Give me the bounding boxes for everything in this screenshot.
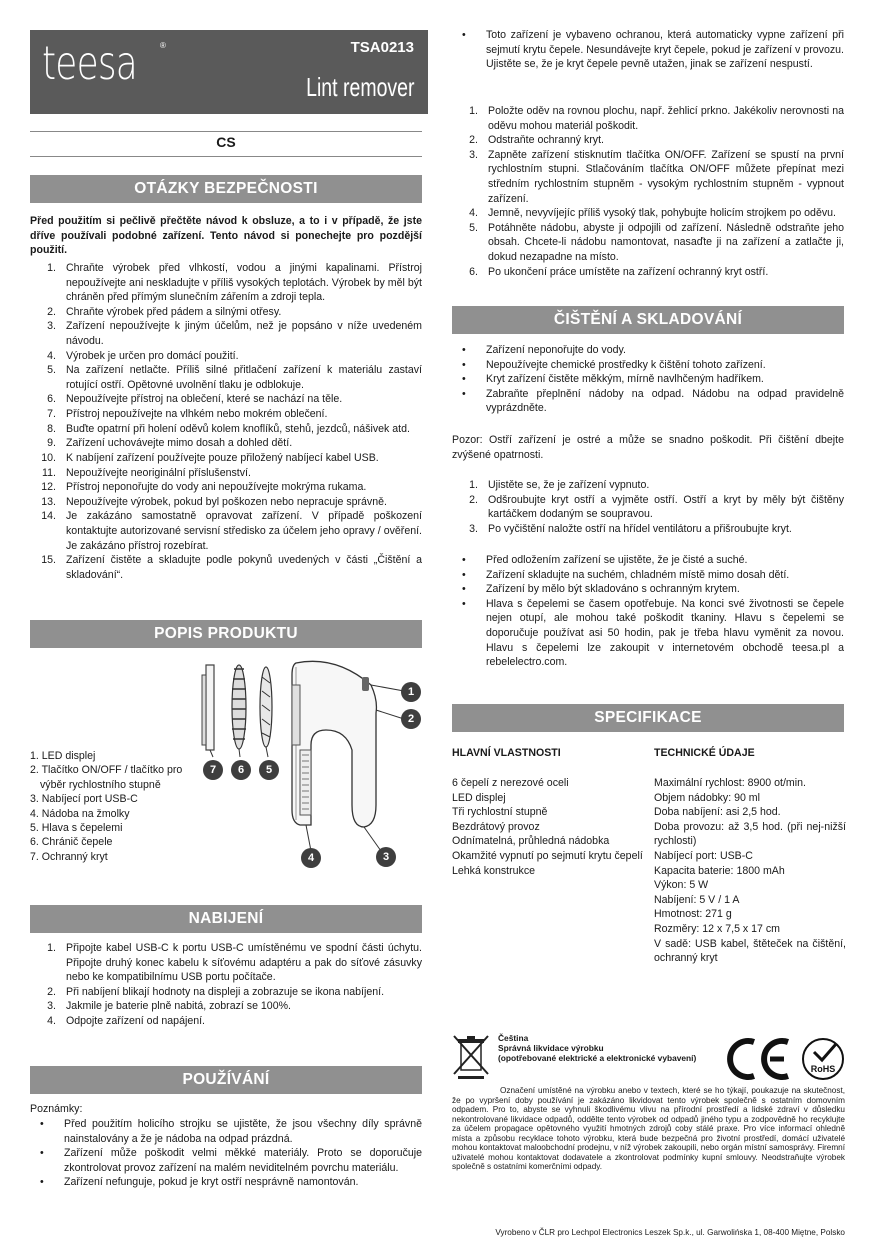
list-item	[452, 265, 844, 280]
item-number: 2.	[469, 134, 478, 147]
bullet-icon: •	[40, 1176, 44, 1189]
item-number: 8.	[47, 422, 56, 435]
list-item: Maximální rychlost: 8900 ot/min.	[654, 777, 806, 789]
callout-badge-5: 5	[259, 760, 279, 780]
list-item	[452, 133, 844, 148]
blade-guard	[232, 665, 246, 749]
bullet-icon: •	[462, 358, 466, 371]
bullet-text: Zařízení skladujte na suchém, chladném místě mimo dosah dětí.	[486, 568, 790, 581]
item-text: K nabíjení zařízení používejte pouze přiložený nabíjecí kabel USB.	[66, 451, 379, 464]
product-illustration	[196, 655, 426, 870]
list-item	[30, 466, 422, 481]
section-heading-cleaning: ČIŠTĚNÍ A SKLADOVÁNÍ	[452, 306, 844, 334]
item-number: 2.	[47, 305, 56, 318]
bullet-item	[452, 597, 844, 670]
item-text: Nepoužívejte neoriginální příslušenství.	[66, 466, 251, 479]
bullet-text: Toto zařízení je vybaveno ochranou, která automaticky vypne zařízení při sejmutí krytu čepele. Nesundávejte kryt čepele, pokud je zařízení v provozu. Ujistěte se, že je kryt čepele pevně utažen, jinak se zařízení nespustí.	[486, 29, 844, 71]
bullet-item	[452, 358, 844, 373]
item-number: 3.	[47, 1000, 56, 1013]
bullet-text: Před odložením zařízení se ujistěte, že je čisté a suché.	[486, 554, 748, 566]
list-item	[30, 509, 422, 553]
list-item: Nabíjecí port: USB-C	[654, 850, 753, 863]
usage-notes	[30, 1117, 422, 1190]
list-item: Rozměry: 12 x 7,5 x 17 cm	[654, 923, 780, 936]
notes-label: Poznámky:	[30, 1103, 83, 1115]
bullet-text: Před použitím holicího strojku se ujistěte, že jsou všechny díly správně nainstalovány a že je nádoba na odpad prázdná.	[64, 1118, 422, 1145]
disposal-language: Čeština	[498, 1033, 529, 1043]
item-text: Ujistěte se, že je zařízení vypnuto.	[488, 479, 650, 491]
item-text: Při nabíjení blikají hodnoty na displeji a zobrazuje se ikona nabíjení.	[66, 985, 385, 998]
model-number: TSA0213	[350, 39, 414, 56]
list-item: 2. Tlačítko ON/OFF / tlačítko pro výběr rychlostního stupně	[30, 764, 183, 791]
usage-steps	[452, 104, 844, 279]
item-number: 6.	[469, 265, 478, 278]
list-item: 1. LED displej	[30, 750, 96, 762]
item-number: 1.	[469, 105, 478, 117]
bullet-item	[452, 568, 844, 583]
bullet-item	[452, 582, 844, 597]
item-text: Položte oděv na rovnou plochu, např. žehlicí prkno. Jakékoliv nerovnosti na oděvu mohou materiál poškodit.	[488, 105, 844, 132]
list-item	[30, 553, 422, 582]
bullet-icon: •	[462, 583, 466, 596]
language-code: CS	[216, 134, 236, 150]
item-number: 3.	[47, 320, 56, 333]
section-heading-specs: SPECIFIKACE	[452, 704, 844, 732]
section-heading-charging: NABIJENÍ	[30, 905, 422, 933]
header-banner	[30, 30, 428, 114]
list-item	[452, 221, 844, 265]
bullet-text: Zabraňte přeplnění nádoby na odpad. Nádobu na odpad pravidelně vyprázdněte.	[486, 387, 844, 415]
brand-logo: teesa	[42, 36, 138, 90]
callout-badge-7: 7	[203, 760, 223, 780]
weee-bin-icon	[452, 1034, 490, 1080]
list-item	[30, 319, 422, 348]
item-text: Po vyčištění naložte ostří na hřídel ventilátoru a přišroubujte kryt.	[488, 522, 792, 535]
bullet-text: Zařízení může poškodit velmi měkké materiály. Proto se doporučuje zkontrolovat provoz zařízení na malém neviditelném povrchu materiálu.	[64, 1147, 422, 1174]
item-number: 1.	[47, 942, 56, 954]
ce-mark-icon	[730, 1041, 754, 1077]
main-features-list	[452, 776, 646, 878]
section-heading-safety: OTÁZKY BEZPEČNOSTI	[30, 175, 422, 203]
list-item	[452, 522, 844, 537]
list-item	[30, 349, 422, 364]
bullet-item	[452, 343, 844, 358]
list-item: 6. Chránič čepele	[30, 836, 113, 849]
bullet-item	[452, 553, 844, 568]
list-item: Tři rychlostní stupně	[452, 806, 548, 819]
usage-notes-continued	[452, 28, 844, 72]
product-name: Lint remover	[305, 72, 414, 102]
bullet-icon: •	[462, 554, 466, 566]
list-item: Objem nádobky: 90 ml	[654, 791, 760, 804]
list-item	[452, 493, 844, 522]
list-item: 4. Nádoba na žmolky	[30, 807, 130, 820]
item-number: 15.	[41, 554, 56, 567]
item-number: 3.	[469, 148, 478, 161]
bullet-text: Nepoužívejte chemické prostředky k čištění tohoto zařízení.	[486, 358, 766, 371]
item-number: 6.	[47, 393, 56, 406]
divider	[30, 156, 422, 157]
bullet-icon: •	[40, 1118, 44, 1130]
list-item	[30, 495, 422, 510]
bullet-icon: •	[462, 29, 466, 41]
ce-rohs-marks	[718, 1036, 848, 1082]
item-number: 1.	[469, 479, 478, 491]
bullet-item	[30, 1117, 422, 1146]
list-item: 6 čepelí z nerezové oceli	[452, 777, 569, 789]
list-item	[30, 941, 422, 985]
item-text: Nepoužívejte přístroj na oblečení, které se nachází na těle.	[66, 393, 343, 406]
item-number: 2.	[469, 493, 478, 506]
charging-list	[30, 941, 422, 1029]
item-number: 13.	[41, 495, 56, 508]
list-item: Okamžité vypnutí po sejmutí krytu čepelí	[452, 850, 643, 863]
cleaning-steps	[452, 478, 844, 536]
safety-list	[30, 261, 422, 582]
item-text: Odpojte zařízení od napájení.	[66, 1015, 205, 1028]
item-text: Výrobek je určen pro domácí použití.	[66, 349, 239, 362]
list-item	[452, 478, 844, 493]
parts-list	[30, 749, 200, 864]
cleaning-bullets	[452, 343, 844, 416]
bullet-item	[30, 1146, 422, 1175]
item-number: 4.	[47, 349, 56, 362]
item-number: 5.	[469, 221, 478, 234]
list-item: 7. Ochranný kryt	[30, 850, 108, 863]
item-text: Potáhněte nádobu, abyste ji odpojili od zařízení. Následně odstraňte jeho obsah. Chcete-li nádobu namontovat, nasaďte ji na zařízení a zatlačte ji, dokud nezapadne na místo.	[488, 221, 844, 264]
list-item: Lehká konstrukce	[452, 864, 536, 877]
item-number: 7.	[47, 408, 56, 421]
safety-intro: Před použitím si pečlivě přečtěte návod k obsluze, a to i v případě, že jste dříve používali podobné zařízení. Tento návod si ponechejte pro pozdější použití.	[30, 215, 422, 257]
callout-badge-4: 4	[301, 848, 321, 868]
main-features-label: HLAVNÍ VLASTNOSTI	[452, 747, 561, 759]
list-item	[30, 480, 422, 495]
item-number: 4.	[469, 207, 478, 220]
bullet-icon: •	[462, 387, 466, 400]
bullet-item	[452, 28, 844, 72]
list-item	[30, 451, 422, 466]
list-item	[30, 407, 422, 422]
item-text: Odstraňte ochranný kryt.	[488, 134, 604, 147]
rohs-label: RoHS	[810, 1064, 836, 1074]
item-text: Nepoužívejte výrobek, pokud byl poškozen nebo nepracuje správně.	[66, 495, 387, 508]
divider	[30, 131, 422, 132]
bullet-icon: •	[462, 373, 466, 386]
list-item	[452, 206, 844, 221]
tech-data-label: TECHNICKÉ ÚDAJE	[654, 747, 755, 759]
item-number: 5.	[47, 364, 56, 377]
item-number: 14.	[41, 510, 56, 523]
list-item	[30, 261, 422, 305]
disposal-title	[498, 1034, 696, 1064]
item-text: Chraňte výrobek před vlhkostí, vodou a jinými kapalinami. Přístroj nepoužívejte ani neskladujte v příliš vysokých teplotách. Výrobek by měl být chráněn před přímým slunečním zářením a zdroji tepla.	[66, 262, 422, 304]
list-item	[30, 436, 422, 451]
item-number: 2.	[47, 985, 56, 998]
list-item: 5. Hlava s čepelemi	[30, 822, 123, 835]
list-item	[452, 148, 844, 206]
list-item: Výkon: 5 W	[654, 879, 709, 892]
item-text: Po ukončení práce umístěte na zařízení ochranný kryt ostří.	[488, 265, 769, 278]
callout-badge-2: 2	[401, 709, 421, 729]
bullet-icon: •	[462, 344, 466, 356]
item-text: Zapněte zařízení stisknutím tlačítka ON/OFF. Zařízení se spustí na první rychlostním stupni. Stlačováním tlačítka ON/OFF můžete přepínat mezi středním rychlostním stupněm - vysokým rychlostním stupněm - vypnout zařízení.	[488, 148, 844, 205]
item-number: 3.	[469, 522, 478, 535]
list-item	[30, 363, 422, 392]
list-item: Doba nabíjení: asi 2,5 hod.	[654, 806, 781, 819]
list-item	[30, 422, 422, 437]
list-item: Hmotnost: 271 g	[654, 908, 732, 921]
bullet-item	[452, 372, 844, 387]
item-text: Zařízení nepoužívejte k jiným účelům, než je popsáno v níže uvedeném návodu.	[66, 320, 422, 348]
tech-data-list	[654, 776, 846, 966]
bullet-text: Hlava s čepelemi se časem opotřebuje. Na konci své životnosti se čepele nejen otupí, ale mohou také poškodit tkaniny. Hlavu s čepelemi se doporučuje používat asi 50 hodin, pak je třeba hlavu vyměnit za novou. Hlavu s čepelemi lze zakoupit v internetovém obchodě teesa.pl a rebelelectro.com.	[486, 597, 844, 669]
callout-badge-6: 6	[231, 760, 251, 780]
lint-container	[300, 750, 311, 815]
item-number: 12.	[41, 481, 56, 494]
item-text: Zařízení uchovávejte mimo dosah a dohled dětí.	[66, 437, 293, 450]
bullet-icon: •	[462, 568, 466, 581]
item-text: Odšroubujte kryt ostří a vyjměte ostří. Ostří a kryt by měly být čištěny kartáčkem dodaným se soupravou.	[488, 493, 844, 521]
item-text: Chraňte výrobek před pádem a silnými otřesy.	[66, 305, 282, 318]
item-number: 4.	[47, 1015, 56, 1028]
bullet-item	[452, 387, 844, 416]
led-display-icon	[362, 677, 369, 691]
list-item: Kapacita baterie: 1800 mAh	[654, 864, 785, 877]
cleaning-warning: Pozor: Ostří zařízení je ostré a může se snadno poškodit. Při čištění dbejte zvýšené opatrnosti.	[452, 434, 844, 461]
list-item: Doba provozu: až 3,5 hod. (při nej-nižší rychlosti)	[654, 820, 846, 848]
list-item: LED displej	[452, 791, 506, 804]
list-item: 3. Nabíjecí port USB-C	[30, 793, 138, 806]
protective-cover	[206, 665, 214, 750]
callout-badge-1: 1	[401, 682, 421, 702]
item-text: Buďte opatrní při holení oděvů kolem knoflíků, stehů, jezdců, nášivek atd.	[66, 422, 410, 435]
list-item	[30, 305, 422, 320]
manufacturer-footer: Vyrobeno v ČLR pro Lechpol Electronics Leszek Sp.k., ul. Garwolińska 1, 08-400 Miętne, Polsko	[495, 1228, 845, 1237]
callout-badge-3: 3	[376, 847, 396, 867]
item-text: Zařízení čistěte a skladujte podle pokynů uvedených v části „Čištění a skladování“.	[66, 554, 422, 581]
registered-mark: ®	[160, 41, 166, 50]
list-item	[452, 104, 844, 133]
bullet-icon: •	[462, 597, 466, 610]
list-item: Odnímatelná, průhledná nádobka	[452, 835, 610, 848]
bullet-icon: •	[40, 1147, 44, 1160]
disposal-text: Označení umístěné na výrobku anebo v textech, které se ho týkají, poukazuje na skutečnost, že po vypršení doby používání je zakázáno likvidovat tento výrobek společně s ostatním domovním odpadem. Pro to, abyste se vyhnuli škodlivému vlivu na přírodní prostředí a lidské zdraví v důsledku nekontrolované likvidace odpadů, oddělte tento výrobek od odpadů jiného typu a zodpovědně ho recyklujte za účelem propagace opětovného využití hmotných zdrojů coby stálé praxe. Pro více informací ohledně místa a způsobu recyklace tohoto výrobku, která bude bezpečná pro životní prostředí, domácí uživatelé mohou kontaktovat maloobchodní prodejnu, v níž výrobek zakoupili, nebo orgán místní samosprávy. Firemní uživatelé mohou kontaktovat dodavatele a zkontrolovat podmínky kupní smlouvy. Neodstraňujte výrobek společně s ostatními komerčními odpady.	[452, 1086, 845, 1172]
item-text: Přístroj nepoužívejte na vlhkém nebo mokrém oblečení.	[66, 408, 328, 421]
bullet-text: Zařízení neponořujte do vody.	[486, 344, 626, 356]
storage-bullets	[452, 553, 844, 670]
item-number: 9.	[47, 437, 56, 450]
item-number: 10.	[41, 451, 56, 464]
section-heading-product: POPIS PRODUKTU	[30, 620, 422, 648]
list-item	[30, 999, 422, 1014]
item-text: Je zakázáno samostatně opravovat zařízení. V případě poškození kontaktujte autorizované servisní středisko za účelem jeho opravy / ověření. Je zakázáno přístroj rozebírat.	[66, 510, 422, 552]
item-number: 1.	[47, 262, 56, 274]
bullet-text: Kryt zařízení čistěte měkkým, mírně navlhčeným hadříkem.	[486, 373, 764, 386]
bullet-text: Zařízení by mělo být skladováno s ochranným krytem.	[486, 583, 740, 596]
disposal-heading: Správná likvidace výrobku	[498, 1042, 604, 1053]
list-item	[30, 985, 422, 1000]
item-text: Připojte kabel USB-C k portu USB-C umístěnému ve spodní části úchytu. Připojte druhý konec kabelu k síťovému adaptéru a pak do síťové zásuvky nebo ke kompatibilnímu USB portu počítače.	[66, 942, 422, 984]
list-item	[30, 392, 422, 407]
section-heading-usage: POUŽÍVÁNÍ	[30, 1066, 422, 1094]
bullet-item	[30, 1175, 422, 1190]
disposal-subheading: (opotřebované elektrické a elektronické vybavení)	[498, 1052, 697, 1063]
list-item: Bezdrátový provoz	[452, 820, 540, 833]
bullet-text: Zařízení nefunguje, pokud je kryt ostří nesprávně namontován.	[64, 1176, 359, 1189]
list-item	[30, 1014, 422, 1029]
item-text: Přístroj neponořujte do vody ani nepoužívejte mokrýma rukama.	[66, 481, 367, 494]
list-item: V sadě: USB kabel, štěteček na čištění, ochranný kryt	[654, 937, 846, 965]
item-text: Na zařízení netlačte. Příliš silné přitlačení zařízení k materiálu zastaví rotující ostří. Opětovné uvolnění tlaku je odblokuje.	[66, 364, 422, 391]
list-item: Nabíjení: 5 V / 1 A	[654, 893, 740, 906]
item-text: Jemně, nevyvíjejíc příliš vysoký tlak, pohybujte holicím strojkem po oděvu.	[488, 207, 836, 220]
item-number: 11.	[42, 466, 56, 479]
item-text: Jakmile je baterie plně nabitá, zobrazí se 100%.	[66, 1000, 291, 1013]
